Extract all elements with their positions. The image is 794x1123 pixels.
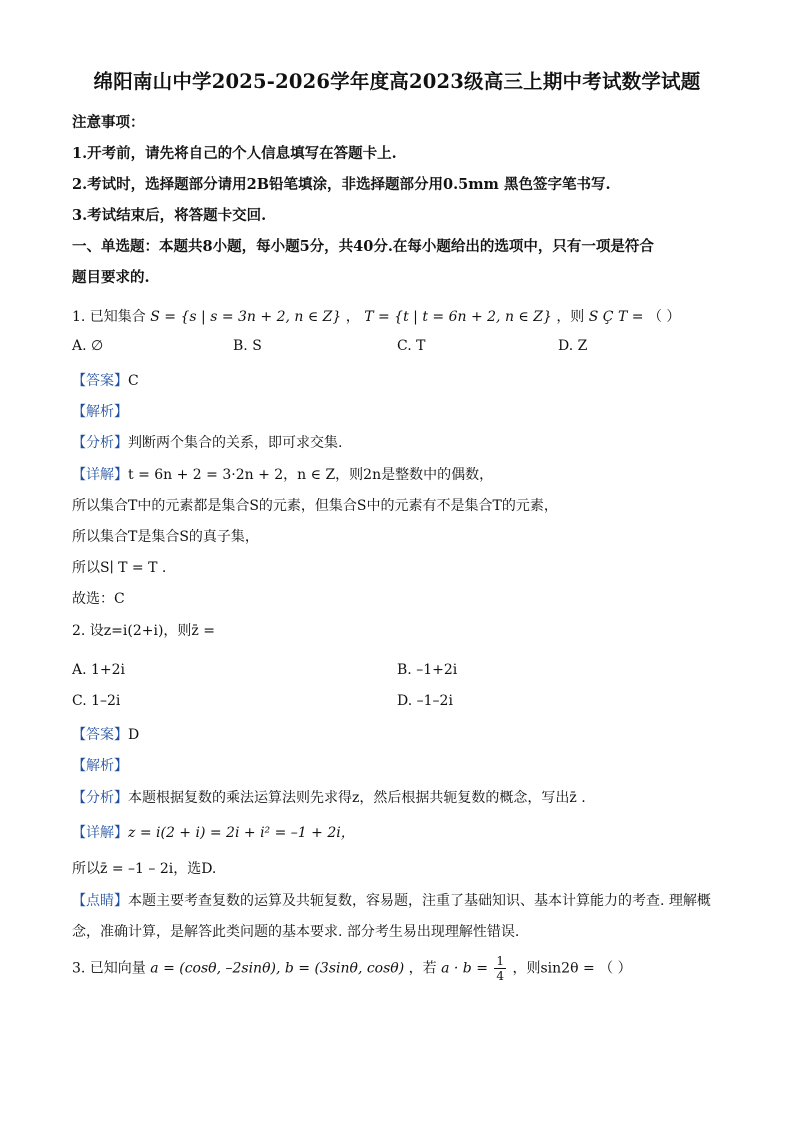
answer-label: 【答案】 xyxy=(72,373,128,389)
fraction-one-quarter xyxy=(494,954,506,983)
q1-analysis xyxy=(72,401,128,421)
question-1-stem xyxy=(72,306,680,326)
question-1-prefix: 1. 已知集合 xyxy=(72,309,146,325)
detail-label: 【详解】 xyxy=(72,825,128,841)
q1-option-a: A. ∅ xyxy=(72,338,104,354)
section-heading-line2: 题目要求的. xyxy=(72,269,150,286)
q2-option-a: A. 1+2i xyxy=(72,662,126,678)
question-3-prefix: 3. 已知向量 xyxy=(72,960,146,977)
q1-option-b: B. S xyxy=(233,338,262,354)
detail-label: 【详解】 xyxy=(72,467,128,483)
analysis-label: 【解析】 xyxy=(72,404,128,420)
question-1-ask: ，则 xyxy=(556,309,585,325)
set-t-formula: T = {t | t = 6n + 2, n ∈ Z} xyxy=(364,309,552,325)
q2-conclusion: 所以z̄ = –1 – 2i，选D. xyxy=(72,861,217,877)
vector-b: , b = (3sinθ, cosθ) xyxy=(275,960,405,977)
q2-comment-line2: 念，准确计算，是解答此类问题的基本要求. 部分考生易出现理解性错误. xyxy=(72,924,520,940)
intersection-expr: S Ç T = xyxy=(588,309,644,325)
question-2-stem: 2. 设z=i(2+i)，则z̄ = xyxy=(72,623,215,639)
notice-item-2: 2.考试时，选择题部分请用2B铅笔填涂，非选择题部分用0.5mm 黑色签字笔书写. xyxy=(72,176,611,193)
notice-item-3: 3.考试结束后，将答题卡交回. xyxy=(72,207,267,224)
fenxi-label: 【分析】 xyxy=(72,435,128,451)
q2-answer xyxy=(72,724,139,744)
q2-option-d: D. –1–2i xyxy=(397,693,453,709)
analysis-label: 【解析】 xyxy=(72,758,128,774)
q2-comment-line1: 本题主要考查复数的运算及共轭复数，容易题，注重了基础知识、基本计算能力的考查. 理解概 xyxy=(128,893,711,909)
dot-product-expr: a · b = xyxy=(441,960,488,977)
vector-a: a = (cosθ, –2sinθ) xyxy=(150,960,276,977)
fraction-numerator: 1 xyxy=(496,954,505,968)
q1-line-4: 故选：C xyxy=(72,591,125,607)
question-3-cond-pre: ，若 xyxy=(408,960,437,977)
page-title: 绵阳南山中学2025-2026学年度高2023级高三上期中考试数学试题 xyxy=(93,70,701,93)
fraction-denominator: 4 xyxy=(496,969,505,983)
q1-option-d: D. Z xyxy=(558,338,588,354)
q2-fenxi-text: 本题根据复数的乘法运算法则先求得z，然后根据共轭复数的概念，写出z̄ . xyxy=(128,790,586,806)
q1-option-c: C. T xyxy=(397,338,426,354)
section-heading-line1: 一、单选题：本题共8小题，每小题5分，共40分.在每小题给出的选项中，只有一项是符合 xyxy=(72,238,654,255)
question-1-paren: （ ） xyxy=(647,309,681,325)
q1-answer xyxy=(72,370,139,390)
q1-line-2: 所以集合T是集合S的真子集， xyxy=(72,529,259,545)
q2-answer-value: D xyxy=(128,727,140,743)
q1-fenxi-text: 判断两个集合的关系，即可求交集. xyxy=(128,435,343,451)
q2-analysis xyxy=(72,755,128,775)
q2-option-b: B. –1+2i xyxy=(397,662,458,678)
q2-fenxi xyxy=(72,787,586,807)
q2-comment xyxy=(72,890,711,910)
q1-detail xyxy=(72,464,493,484)
comma: ， xyxy=(345,309,360,325)
q2-detail xyxy=(72,822,355,842)
q2-detail-text: z = i(2 + i) = 2i + i² = –1 + 2i， xyxy=(128,825,355,841)
q1-answer-value: C xyxy=(128,373,139,389)
question-3-paren: （ ） xyxy=(599,960,632,977)
q2-option-c: C. 1–2i xyxy=(72,693,121,709)
q1-line-3: 所以S∣ T = T . xyxy=(72,560,167,576)
question-3-stem xyxy=(72,954,632,983)
notice-item-1: 1.开考前，请先将自己的个人信息填写在答题卡上. xyxy=(72,145,397,162)
answer-label: 【答案】 xyxy=(72,727,128,743)
fenxi-label: 【分析】 xyxy=(72,790,128,806)
question-3-ask: ，则sin2θ = xyxy=(512,960,595,977)
q1-fenxi xyxy=(72,432,342,452)
comment-label: 【点睛】 xyxy=(72,893,128,909)
q1-detail-text: t = 6n + 2 = 3·2n + 2，n ∈ Z，则2n是整数中的偶数， xyxy=(128,467,494,483)
q1-line-1: 所以集合T中的元素都是集合S的元素，但集合S中的元素有不是集合T的元素， xyxy=(72,498,558,514)
set-s-formula: S = {s | s = 3n + 2, n ∈ Z} xyxy=(150,309,342,325)
notice-heading: 注意事项： xyxy=(72,114,145,131)
